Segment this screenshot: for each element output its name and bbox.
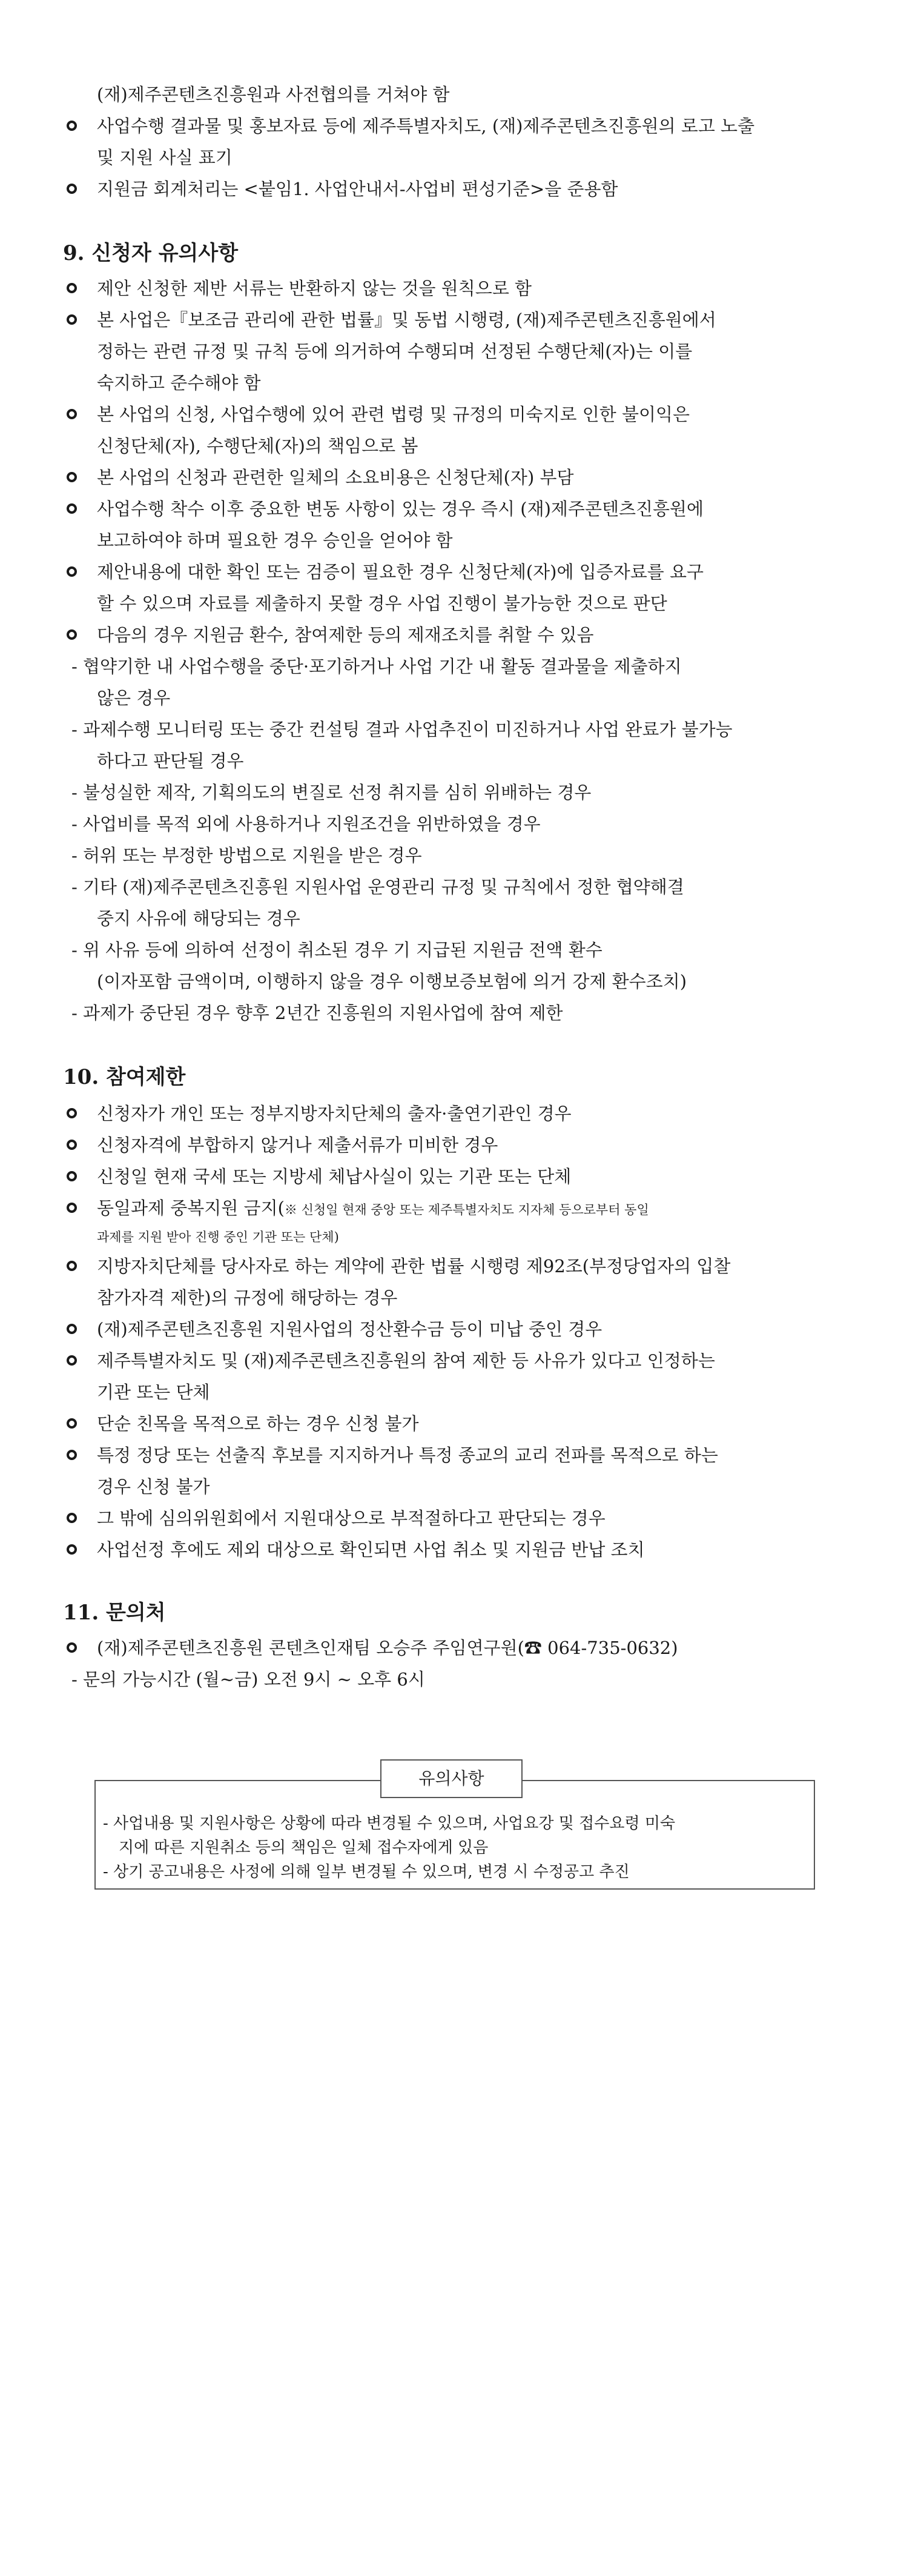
dash-item: - 기타 (재)제주콘텐츠진흥원 지원사업 운영관리 규정 및 규칙에서 정한 협약해결: [71, 877, 684, 897]
text-line: (재)제주콘텐츠진흥원 콘텐츠인재팀 오승주 주임연구원(☎ 064-735-0632): [97, 1638, 678, 1658]
note-line: 과제를 지원 받아 진행 중인 기관 또는 단체): [97, 1230, 339, 1244]
text-line: [97, 1196, 649, 1222]
bullet-circle-icon: [67, 1513, 77, 1523]
bullet-circle-icon: [67, 503, 77, 514]
text-line: 지방자치단체를 당사자로 하는 계약에 관한 법률 시행령 제92조(부정당업자의 입찰: [97, 1256, 731, 1276]
text-line: 신청일 현재 국세 또는 지방세 체납사실이 있는 기관 또는 단체: [97, 1166, 572, 1187]
text-line: 사업선정 후에도 제외 대상으로 확인되면 사업 취소 및 지원금 반납 조치: [97, 1539, 645, 1560]
bullet-circle-icon: [67, 1171, 77, 1181]
text-line: 특정 정당 또는 선출직 후보를 지지하거나 특정 종교의 교리 전파를 목적으로 하는: [97, 1445, 718, 1466]
dash-item: - 사업비를 목적 외에 사용하거나 지원조건을 위반하였을 경우: [71, 814, 541, 834]
bullet-circle-icon: [67, 1324, 77, 1334]
text-line: 않은 경우: [97, 688, 171, 708]
dash-item: - 과제수행 모니터링 또는 중간 컨설팅 결과 사업추진이 미진하거나 사업 완료가 불가능: [71, 719, 733, 740]
dash-item: - 협약기한 내 사업수행을 중단·포기하거나 사업 기간 내 활동 결과물을 제출하지: [71, 656, 682, 677]
dash-item: - 문의 가능시간 (월~금) 오전 9시 ~ 오후 6시: [71, 1669, 425, 1690]
section-heading: 9. 신청자 유의사항: [63, 241, 239, 265]
bullet-circle-icon: [67, 184, 77, 194]
bullet-circle-icon: [67, 314, 77, 325]
text-line: 본 사업은『보조금 관리에 관한 법률』및 동법 시행령, (재)제주콘텐츠진흥원에서: [97, 310, 716, 330]
text-line: 신청단체(자), 수행단체(자)의 책임으로 봄: [97, 436, 418, 456]
text-line: 단순 친목을 목적으로 하는 경우 신청 불가: [97, 1413, 419, 1434]
notice-title: 유의사항: [380, 1759, 523, 1798]
text-line: 제안내용에 대한 확인 또는 검증이 필요한 경우 신청단체(자)에 입증자료를 요구: [97, 562, 704, 582]
notice-line: - 사업내용 및 지원사항은 상황에 따라 변경될 수 있으며, 사업요강 및 접수요령 미숙: [103, 1814, 676, 1833]
bullet-circle-icon: [67, 1544, 77, 1555]
text-line: 숙지하고 준수해야 함: [97, 373, 261, 393]
dash-item: - 허위 또는 부정한 방법으로 지원을 받은 경우: [71, 845, 422, 866]
text-line: (재)제주콘텐츠진흥원 지원사업의 정산환수금 등이 미납 중인 경우: [97, 1319, 602, 1339]
bullet-circle-icon: [67, 1642, 77, 1653]
text-line: 참가자격 제한)의 규정에 해당하는 경우: [97, 1287, 398, 1308]
text-line: 신청자격에 부합하지 않거나 제출서류가 미비한 경우: [97, 1135, 498, 1155]
bullet-circle-icon: [67, 1355, 77, 1366]
notice-line: 지에 따른 지원취소 등의 책임은 일체 접수자에게 있음: [119, 1839, 489, 1857]
text-span: 동일과제 중복지원 금지(: [97, 1198, 285, 1218]
text-line: 제안 신청한 제반 서류는 반환하지 않는 것을 원칙으로 함: [97, 278, 532, 299]
text-line: 제주특별자치도 및 (재)제주콘텐츠진흥원의 참여 제한 등 사유가 있다고 인정하는: [97, 1350, 715, 1371]
text-line: 본 사업의 신청과 관련한 일체의 소요비용은 신청단체(자) 부담: [97, 467, 574, 488]
dash-item: - 위 사유 등에 의하여 선정이 취소된 경우 기 지급된 지원금 전액 환수: [71, 940, 602, 960]
dash-item: - 과제가 중단된 경우 향후 2년간 진흥원의 지원사업에 참여 제한: [71, 1003, 563, 1023]
text-line: 지원금 회계처리는 <붙임1. 사업안내서-사업비 편성기준>을 준용함: [97, 179, 618, 199]
text-line: 및 지원 사실 표기: [97, 147, 233, 168]
text-line: 중지 사유에 해당되는 경우: [97, 908, 300, 929]
bullet-circle-icon: [67, 1450, 77, 1460]
text-line: 기관 또는 단체: [97, 1382, 210, 1403]
text-line: 정하는 관련 규정 및 규칙 등에 의거하여 수행되며 선정된 수행단체(자)는 이를: [97, 341, 693, 362]
text-line: 신청자가 개인 또는 정부지방자치단체의 출자·출연기관인 경우: [97, 1103, 572, 1124]
text-line: (이자포함 금액이며, 이행하지 않을 경우 이행보증보험에 의거 강제 환수조치): [97, 971, 687, 992]
section-heading: 10. 참여제한: [63, 1065, 186, 1089]
note-span: ※ 신청일 현재 중앙 또는 제주특별자치도 지자체 등으로부터 동일: [284, 1203, 649, 1217]
text-line: 다음의 경우 지원금 환수, 참여제한 등의 제재조치를 취할 수 있음: [97, 625, 594, 645]
bullet-circle-icon: [67, 1418, 77, 1429]
text-line: 그 밖에 심의위원회에서 지원대상으로 부적절하다고 판단되는 경우: [97, 1508, 606, 1529]
text-line: 하다고 판단될 경우: [97, 751, 244, 771]
text-line: (재)제주콘텐츠진흥원과 사전협의를 거쳐야 함: [97, 84, 450, 105]
text-line: 할 수 있으며 자료를 제출하지 못할 경우 사업 진행이 불가능한 것으로 판단: [97, 593, 667, 614]
bullet-circle-icon: [67, 283, 77, 293]
text-line: 사업수행 착수 이후 중요한 변동 사항이 있는 경우 즉시 (재)제주콘텐츠진흥원에: [97, 499, 704, 519]
bullet-circle-icon: [67, 1261, 77, 1271]
bullet-circle-icon: [67, 121, 77, 131]
dash-item: - 불성실한 제작, 기획의도의 변질로 선정 취지를 심히 위배하는 경우: [71, 782, 592, 803]
text-line: 경우 신청 불가: [97, 1476, 210, 1497]
notice-line: - 상기 공고내용은 사정에 의해 일부 변경될 수 있으며, 변경 시 수정공고 추진: [103, 1863, 630, 1881]
bullet-circle-icon: [67, 1108, 77, 1118]
text-line: 사업수행 결과물 및 홍보자료 등에 제주특별자치도, (재)제주콘텐츠진흥원의 로고 노출: [97, 116, 755, 136]
section-heading: 11. 문의처: [63, 1601, 166, 1625]
text-line: 보고하여야 하며 필요한 경우 승인을 얻어야 함: [97, 530, 453, 551]
bullet-circle-icon: [67, 409, 77, 419]
bullet-circle-icon: [67, 1203, 77, 1213]
bullet-circle-icon: [67, 472, 77, 482]
text-line: 본 사업의 신청, 사업수행에 있어 관련 법령 및 규정의 미숙지로 인한 불이익은: [97, 404, 690, 425]
bullet-circle-icon: [67, 629, 77, 640]
bullet-circle-icon: [67, 1140, 77, 1150]
bullet-circle-icon: [67, 566, 77, 577]
